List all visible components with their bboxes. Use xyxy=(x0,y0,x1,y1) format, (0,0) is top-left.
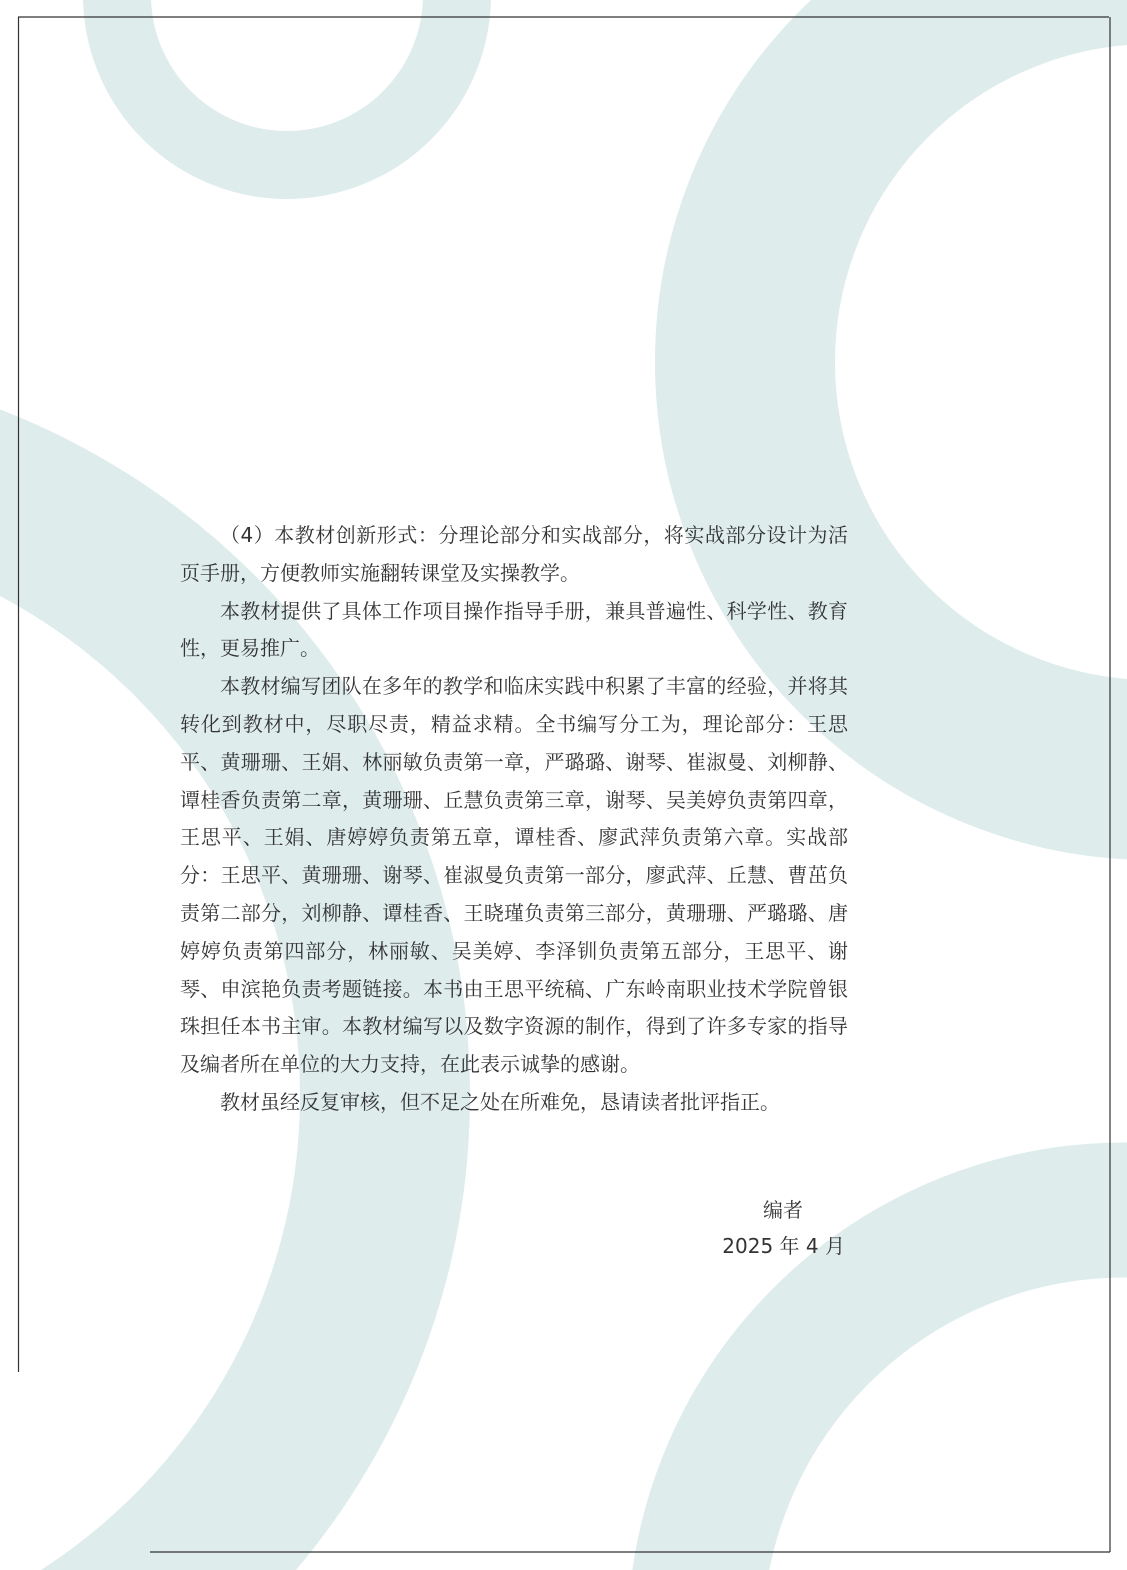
paragraph-team: 本教材编写团队在多年的教学和临床实践中积累了丰富的经验，并将其转化到教材中，尽职尽责，精益求精。全书编写分工为，理论部分：王思平、黄珊珊、王娟、林丽敏负责第一章，严璐璐、谢琴、崔淑曼、刘柳静、谭桂香负责第二章，黄珊珊、丘慧负责第三章，谢琴、吴美婷负责第四章，王思平、王娟、唐婷婷负责第五章，谭桂香、廖武萍负责第六章。实战部分：王思平、黄珊珊、谢琴、崔淑曼负责第一部分，廖武萍、丘慧、曹茁负责第二部分，刘柳静、谭桂香、王晓瑾负责第三部分，黄珊珊、严璐璐、唐婷婷负责第四部分，林丽敏、吴美婷、李泽钏负责第五部分，王思平、谢琴、申滨艳负责考题链接。本书由王思平统稿、广东岭南职业技术学院曾银珠担任本书主审。本教材编写以及数字资源的制作，得到了许多专家的指导及编者所在单位的大力支持，在此表示诚挚的感谢。 xyxy=(180,674,848,1077)
decor-ring-top-left xyxy=(117,0,457,165)
signature-block xyxy=(722,1192,845,1264)
paragraph-innovation: （4）本教材创新形式：分理论部分和实战部分，将实战部分设计为活页手册，方便教师实施翻转课堂及实操教学。 xyxy=(180,523,848,585)
signature-author: 编者 xyxy=(763,1198,803,1222)
preface-body xyxy=(180,517,848,1122)
paragraph-guide: 本教材提供了具体工作项目操作指导手册，兼具普遍性、科学性、教育性，更易推广。 xyxy=(180,598,848,661)
paragraph-closing: 教材虽经反复审核，但不足之处在所难免，恳请读者批评指正。 xyxy=(220,1089,780,1114)
decor-ring-bottom-right xyxy=(695,1210,1127,1570)
signature-date: 2025 年 4 月 xyxy=(722,1234,845,1258)
